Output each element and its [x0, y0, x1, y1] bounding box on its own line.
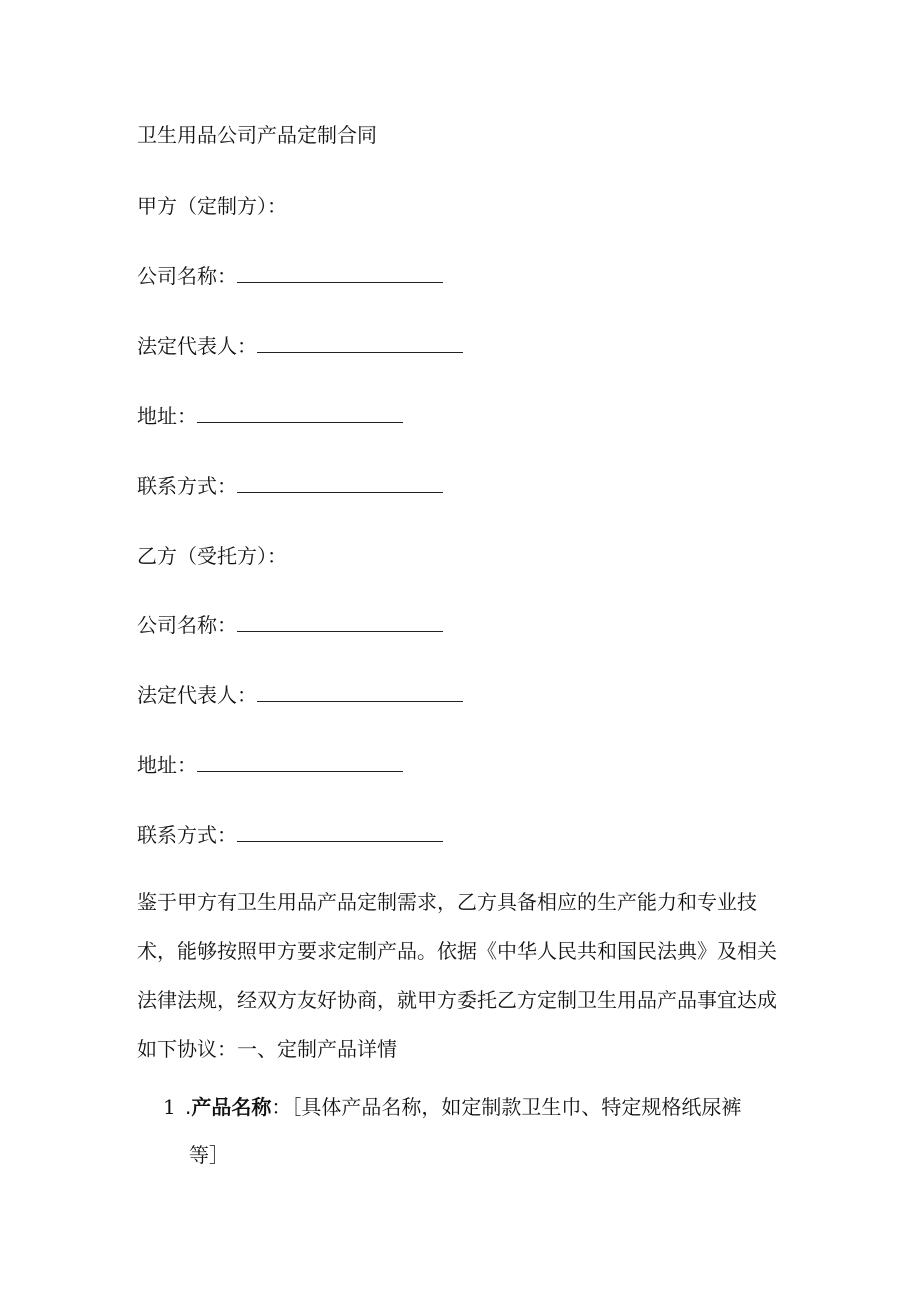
preamble-paragraph [137, 878, 785, 1074]
field-label: 联系方式： [137, 823, 237, 847]
party-a-contact-field [137, 473, 443, 499]
field-label: 公司名称： [137, 264, 237, 288]
party-a-company-name-field [137, 263, 443, 289]
item-name: 产品名称 [191, 1095, 272, 1119]
document-title: 卫生用品公司产品定制合同 [137, 123, 377, 147]
field-label: 联系方式： [137, 474, 237, 498]
fill-in-blank [237, 823, 443, 842]
fill-in-blank [257, 334, 463, 353]
item-number: 1 [163, 1095, 176, 1119]
fill-in-blank [257, 683, 463, 702]
preamble-line: 术，能够按照甲方要求定制产品。依据《中华人民共和国民法典》及相关 [137, 939, 777, 963]
party-a-address-field [137, 403, 403, 429]
party-b-company-name-field [137, 612, 443, 638]
fill-in-blank [237, 264, 443, 283]
list-item-continuation: 等］ [189, 1143, 229, 1167]
item-colon: ： [271, 1095, 292, 1119]
fill-in-blank [197, 753, 403, 772]
field-label: 法定代表人： [137, 683, 257, 707]
party-b-contact-field [137, 822, 443, 848]
field-label: 地址： [137, 753, 197, 777]
preamble-line: 如下协议：一、定制产品详情 [137, 1037, 397, 1061]
fill-in-blank [237, 613, 443, 632]
preamble-line: 鉴于甲方有卫生用品产品定制需求，乙方具备相应的生产能力和专业技 [137, 890, 757, 914]
item-text: ［具体产品名称，如定制款卫生巾、特定规格纸尿裤 [291, 1095, 742, 1119]
party-b-address-field [137, 752, 403, 778]
list-item [163, 1094, 741, 1120]
field-label: 法定代表人： [137, 334, 257, 358]
item-dot: . [185, 1095, 192, 1119]
field-label: 地址： [137, 404, 197, 428]
party-a-legal-representative-field [137, 333, 463, 359]
party-a-heading: 甲方（定制方）： [137, 194, 287, 218]
fill-in-blank [197, 404, 403, 423]
party-b-heading: 乙方（受托方）： [137, 544, 287, 568]
fill-in-blank [237, 474, 443, 493]
field-label: 公司名称： [137, 613, 237, 637]
party-b-legal-representative-field [137, 682, 463, 708]
preamble-line: 法律法规，经双方友好协商，就甲方委托乙方定制卫生用品产品事宜达成 [137, 988, 777, 1012]
